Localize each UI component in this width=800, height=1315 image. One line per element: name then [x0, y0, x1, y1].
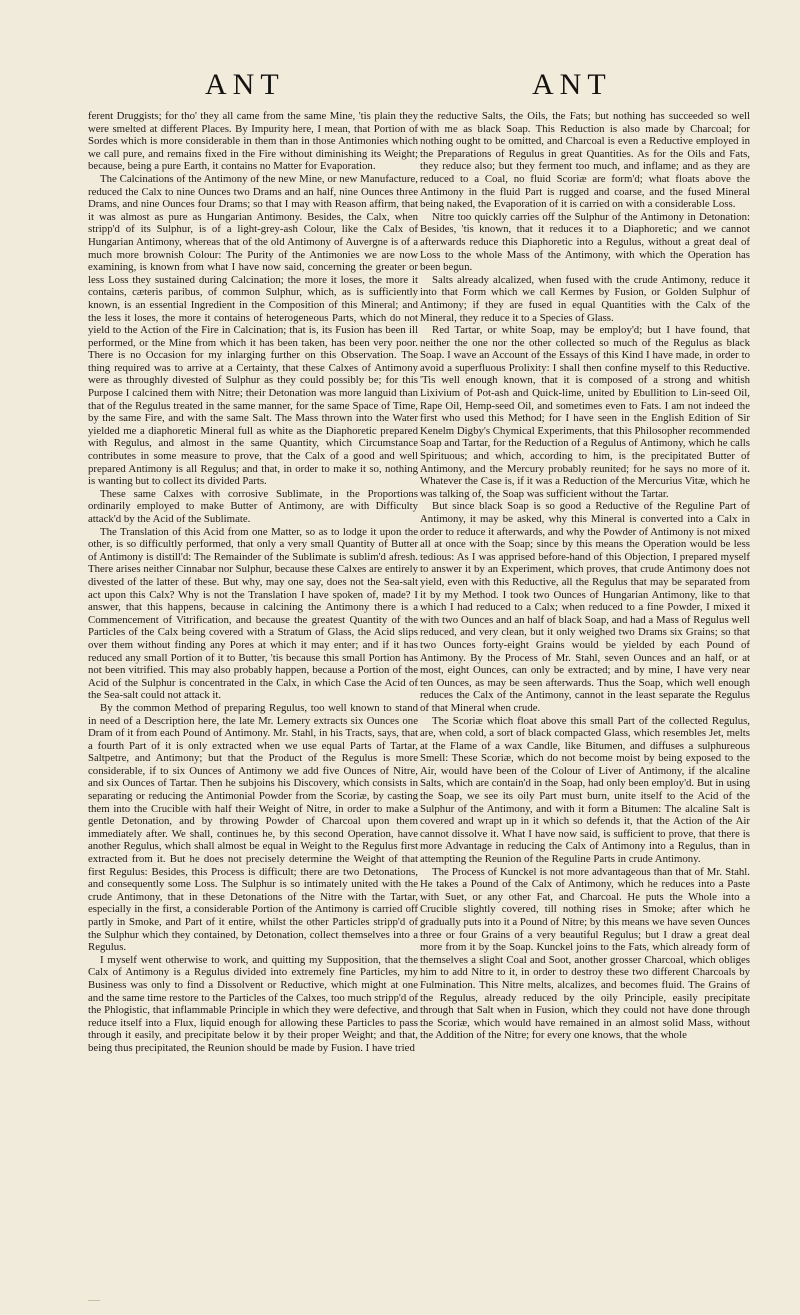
paragraph: ferent Druggists; for tho' they all came from the same Mine, 'tis plain they were smelted at different Places. By Impurity here, I mean, that Portion of Sordes which is more considerable in them than in those Antimonies which we call pure, and remains fixed in the Fire without diminishing its Weight; because, being a pure Earth, it contains no Matter for Evaporation. [88, 110, 418, 173]
paragraph: But since black Soap is so good a Reductive of the Reguline Part of Antimony, it may be asked, why this Mineral is converted into a Calx in order to reduce it afterwards, and why the Powder of Antimony is not mixed all at once with the Soap; since by this means the Operation would be less tedious: As I was apprised before-hand of this Objection, I prepared myself to answer it by an Experiment, which proves, that crude Antimony does not yield, even with this Reductive, all the Regulus that may be separated from it by my Method. I took two Ounces of Hungarian Antimony, like to that which I had reduced to a Calx; when reduced to a fine Powder, I mixed it with two Ounces and an half of black Soap, and had a Mass of Regulus well reduced, and very clean, but it only weighed two Drams six Grains; so that two Ounces forty-eight Grains would be yielded by each Pound of Antimony. By the Process of Mr. Stahl, seven Ounces and an half, or at most, eight Ounces, can only be extracted; and by mine, I have very near ten Ounces, as may be seen afterwards. Thus the Soap, which well enough reduces the Calx of the Antimony, cannot in the least separate the Regulus of that Mineral when crude. [420, 500, 750, 714]
paragraph: I myself went otherwise to work, and quitting my Supposition, that the Calx of Antimony is a Regulus divided into extremely fine Particles, my Business was only to find a Dissolvent or Reductive, which might at one and the same time restore to the Particles of the Calxes, too much stripp'd of the Phlogistic, that inflammable Principle in which they were defective, and reduce itself into a Flux, liquid enough for allowing these Particles to pass through it easily, and precipitate below it by their proper Weight; and that, being thus precipitated, the Reunion should be made by Fusion. I have tried [88, 953, 418, 1054]
running-header [0, 68, 800, 108]
right-running-head: ANT [532, 68, 612, 101]
right-column [420, 110, 750, 1300]
paragraph: Red Tartar, or white Soap, may be employ'd; but I have found, that neither the one nor the other collected so much of the Regulus as black Soap. I wave an Account of the Essays of this Kind I have made, in order to avoid a superfluous Prolixity: I shall then confine myself to this Reductive. 'Tis well enough known, that it is composed of a strong and whitish Lixivium of Pot-ash and Quick-lime, united by Ebullition to Lin-seed Oil, Rape Oil, Hemp-seed Oil, and sometimes even to Fats. I am not indeed the first who used this Method; for I have seen in the English Edition of Sir Kenelm Digby's Chymical Experiments, that this Philosopher recommended Soap and Tartar, for the Reduction of a Regulus of Antimony, which he calls Spirituous; and which, according to him, is the precipitated Butter of Antimony, and the Mercury probably reunited; for he says no more of it. Whatever the Case is, if it was a Reduction of the Mercurius Vitæ, which he was talking of, the Soap was sufficient without the Tartar. [420, 324, 750, 500]
paragraph: Salts already alcalized, when fused with the crude Antimony, reduce it into that Form which we call Kermes by Fusion, or Golden Sulphur of Antimony; if they are fused in equal Quantities with the Calx of the Mineral, they reduce it to a Species of Glass. [420, 273, 750, 324]
paragraph: These same Calxes with corrosive Sublimate, in the Proportions ordinarily employed to make Butter of Antimony, are with Difficulty attack'd by the Acid of the Sublimate. [88, 487, 418, 525]
paragraph: The Scoriæ which float above this small Part of the collected Regulus, are, when cold, a sort of black compacted Glass, which resembles Jet, melts at the Flame of a wax Candle, like Bitumen, and diffuses a sulphureous Smell: These Scoriæ, which do not become moist by being exposed to the Air, would have been of the Colour of Liver of Antimony, if the alcaline Salts, which are contain'd in the Soap, had only been employ'd. But in using the Soap, we see its oily Part must burn, unite itself to the Acid of the Sulphur of the Antimony, and with it form a Bitumen: The alcaline Salt is covered and wrapt up in it which so defends it, that the Action of the Air cannot dissolve it. What I have now said, is sufficient to prove, that there is more Advantage in reducing the Calx of Antimony into a Regulus, than in attempting the Reunion of the Reguline Parts in crude Antimony. [420, 714, 750, 866]
paragraph: Nitre too quickly carries off the Sulphur of the Antimony in Detonation: Besides, 'tis known, that it reduces it to a Diaphoretic; and we cannot afterwards reduce this Diaphoretic into a Regulus, without a great deal of Loss to the whole Mass of the Antimony, with which the Operation has been begun. [420, 210, 750, 274]
page-corner-mark [88, 1292, 100, 1301]
paragraph: The Translation of this Acid from one Matter, so as to lodge it upon the other, is so difficultly performed, that only a very small Quantity of Butter of Antimony is distill'd: The Remainder of the Sublimate is sublim'd afresh. There arises neither Cinnabar nor Sulphur, because these Calxes are entirely divested of the latter of these. But why, may one say, does not the Sea-salt act upon this Calx? Why is not the Translation I have spoken of, made? I answer, that this happens, because in calcining the Antimony there is a Commencement of Vitrification, and because the greatest Quantity of the Particles of the Calx being covered with a Stratum of Glass, the Acid slips over them without finding any Pores at which it may enter; and if it has reduced any small Portion of it to Butter, 'tis because this small Portion has not been vitrified. This may also probably happen, because a Portion of the Acid of the Sulphur is concentrated in the Calx, in which Case the Acid of the Sea-salt could not attack it. [88, 525, 418, 702]
paragraph: The Process of Kunckel is not more advantageous than that of Mr. Stahl. He takes a Pound of the Calx of Antimony, which he reduces into a Paste with Suet, or any other Fat, and Charcoal. He puts the Whole into a Crucible slightly covered, till nothing rises in Smoke; after which he gradually puts into it a Pound of Nitre; by this means we have seven Ounces three or four Grains of a very beautiful Regulus; but I draw a great deal more from it by the Soap. Kunckel joins to the Fats, which already form of themselves a slight Coal and Soot, another grosser Charcoal, which obliges him to add Nitre to it, in order to destroy these two different Charcoals by Fulmination. This Nitre melts, alcalizes, and becomes fluid. The Grains of the Regulus, already reduced by the oily Principle, easily precipitate through that Salt when in Fusion, which they could not have done through the Scoriæ, which would have remained in an almost solid Mass, without the Addition of the Nitre; for every one knows, that the whole [420, 865, 750, 1042]
paragraph: the reductive Salts, the Oils, the Fats; but nothing has succeeded so well with me as black Soap. This Reduction is also made by Charcoal; for nothing ought to be omitted, and Charcoal is even a Reductive employed in the Preparations of Regulus in great Quantities. As for the Oils and Fats, they reduce also; but they ferment too much, and inflame; and as they are reduced to a Coal, no fluid Scoriæ are form'd; what floats above the Antimony in the fluid Part is rugged and coarse, and the fused Mineral being naked, the Evaporation of it is carried on with a considerable Loss. [420, 110, 750, 211]
left-column [88, 110, 418, 1300]
paragraph: By the common Method of preparing Regulus, too well known to stand in need of a Description here, the late Mr. Lemery extracts six Ounces one Dram of it from each Pound of Antimony. Mr. Stahl, in his Tracts, says, that a fourth Part of it is only extracted when we use equal Parts of Tartar, Saltpetre, and Antimony; but that the Product of the Regulus is more considerable, if to six Ounces of Antimony we add five Ounces of Nitre, and six Ounces of Tartar. Then he subjoins his Discovery, which consists in separating or reducing the Antimonial Powder from the Scoriæ, by casting them into the Crucible with half their Weight of Nitre, in order to make a gentle Detonation, and by throwing Powder of Charcoal upon them immediately after. We shall, continues he, by this second Operation, have another Regulus, which shall almost be equal in Weight to the Regulus first extracted from it. But he does not precisely determine the Weight of that first Regulus: Besides, this Process is difficult; there are two Detonations, and consequently some Loss. The Sulphur is so intimately united with the crude Antimony, that in these Detonations of the Nitre with the Tartar, especially in the first, a considerable Portion of the Antimony is carried off partly in Smoke, and Part of it entire, whilst the other Particles stripp'd of the Sulphur which they contained, by Detonation, collect themselves into a Regulus. [88, 701, 418, 954]
left-running-head: ANT [205, 68, 285, 101]
paragraph: The Calcinations of the Antimony of the new Mine, or new Manufacture, reduced the Calx to nine Ounces two Drams and an half, nine Ounces three Drams, and nine Ounces four Drams; so that I may with Reason affirm, that it was almost as pure as Hungarian Antimony. Besides, the Calx, when stripp'd of its Sulphur, is of a light-grey-ash Colour, like the Calx of Hungarian Antimony, whereas that of the old Antimony of Auvergne is of a much more brownish Colour: The Purity of the Antimonies we are now examining, is known from what I have now said, concerning the greater or less Loss they sustained during Calcination; the more it loses, the more it contains, cæteris paribus, of common Sulphur, which, as is sufficiently known, is an essential Ingredient in the Composition of this Mineral; and the less it loses, the more it contains of heterogeneous Parts, which do not yield to the Action of the Fire in Calcination; that is, its Fusion has been ill performed, or the Mine from which it has been taken, has been very poor. There is no Occasion for my inlarging further on this Observation. The thing required was to arrive at a Certainty, that these Calxes of Antimony were as throughly divested of Sulphur as they could possibly be; for this Purpose I calcined them with Nitre; their Detonation was more languid than that of the Regulus treated in the same manner, for the same Space of Time, by the same Fire, and with the same Salt. The Mass thrown into the Water yielded me a diaphoretic Mineral full as white as the Diaphoretic prepared with Regulus, and almost in the same Quantity, which Circumstance contributes in some measure to prove, that the Calx of a good and well prepared Antimony is all Regulus; and that, in order to make it so, nothing is wanting but to collect its divided Parts. [88, 172, 418, 488]
